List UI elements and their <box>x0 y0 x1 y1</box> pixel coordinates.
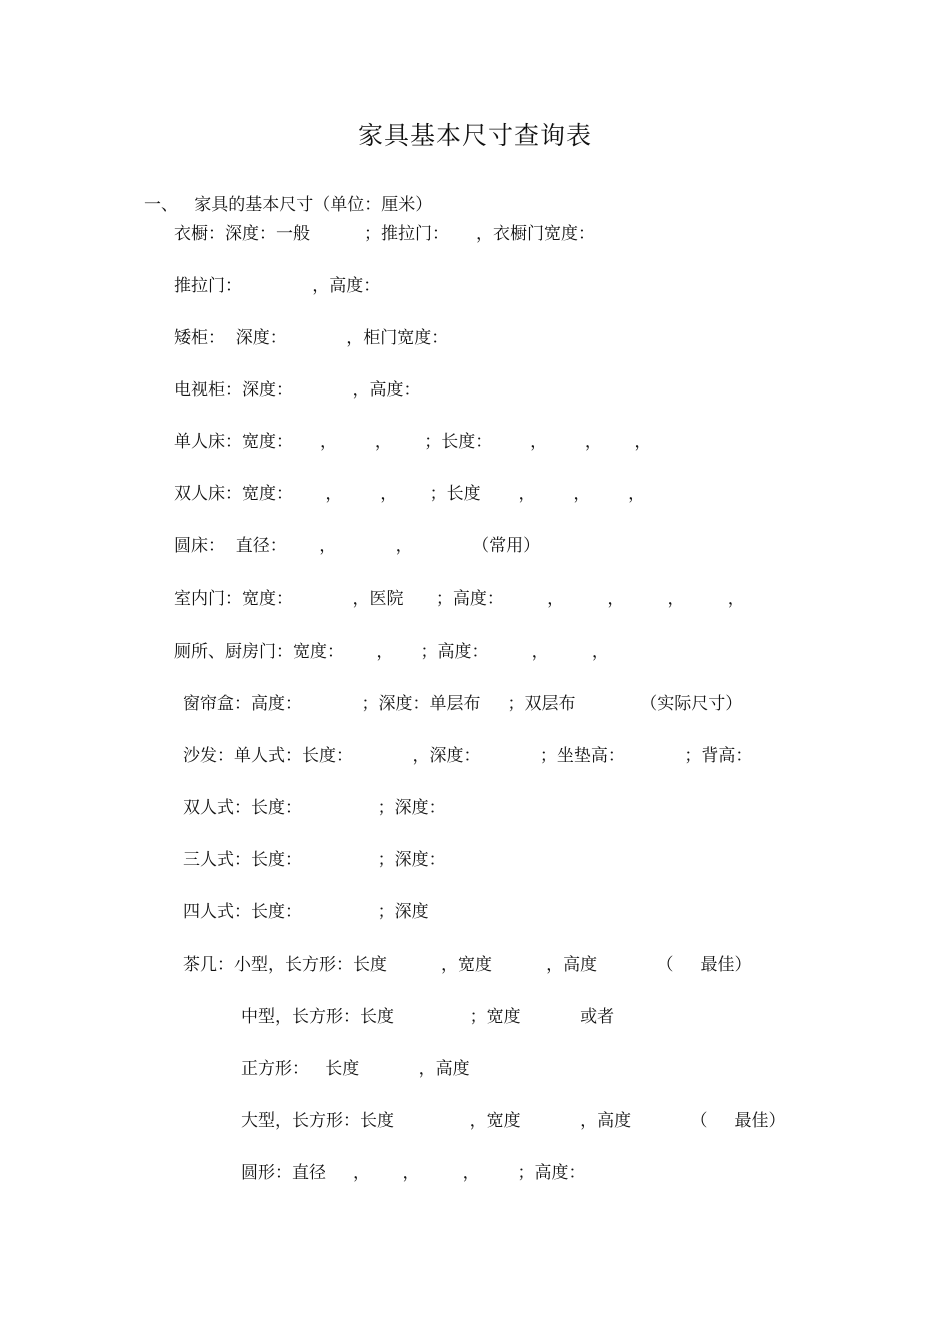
line-coffee-table-square: 正方形： 长度 ，高度 <box>241 1059 470 1079</box>
line-double-bed: 双人床：宽度： ， ， ；长度 ， ， ， <box>174 484 646 504</box>
line-sliding-door: 推拉门： ，高度： <box>174 276 381 296</box>
line-toilet-kitchen-door: 厕所、厨房门：宽度： ， ；高度： ， ， <box>174 642 609 662</box>
page-title: 家具基本尺寸查询表 <box>357 121 592 150</box>
section-heading: 一、 家具的基本尺寸（单位：厘米） <box>144 195 433 215</box>
line-sofa-triple: 三人式：长度： ；深度： <box>183 850 446 870</box>
line-coffee-table-small: 茶几：小型，长方形：长度 ，宽度 ，高度 （ 最佳） <box>183 955 752 975</box>
line-sofa-quad: 四人式：长度： ；深度 <box>183 902 429 922</box>
line-round-bed: 圆床： 直径： ， ， （常用） <box>174 536 541 556</box>
line-single-bed: 单人床：宽度： ， ， ；长度： ， ， ， <box>174 432 652 452</box>
line-coffee-table-large: 大型，长方形：长度 ，宽度 ，高度 （ 最佳） <box>241 1111 786 1131</box>
line-curtain-box: 窗帘盒：高度： ；深度：单层布 ；双层布 （实际尺寸） <box>183 694 743 714</box>
line-coffee-table-medium: 中型，长方形：长度 ；宽度 或者 <box>241 1007 615 1027</box>
line-tv-cabinet: 电视柜：深度： ，高度： <box>174 380 421 400</box>
line-coffee-table-round: 圆形：直径 ， ， ， ；高度： <box>241 1163 586 1183</box>
line-low-cabinet: 矮柜： 深度： ，柜门宽度： <box>174 328 449 348</box>
line-wardrobe: 衣橱：深度：一般 ；推拉门： ，衣橱门宽度： <box>174 224 596 244</box>
line-sofa-double: 双人式：长度： ；深度： <box>183 798 446 818</box>
line-interior-door: 室内门：宽度： ，医院 ；高度： ， ， ， ， <box>174 589 745 609</box>
line-sofa-single: 沙发：单人式：长度： ，深度： ；坐垫高： ；背高： <box>183 746 753 766</box>
